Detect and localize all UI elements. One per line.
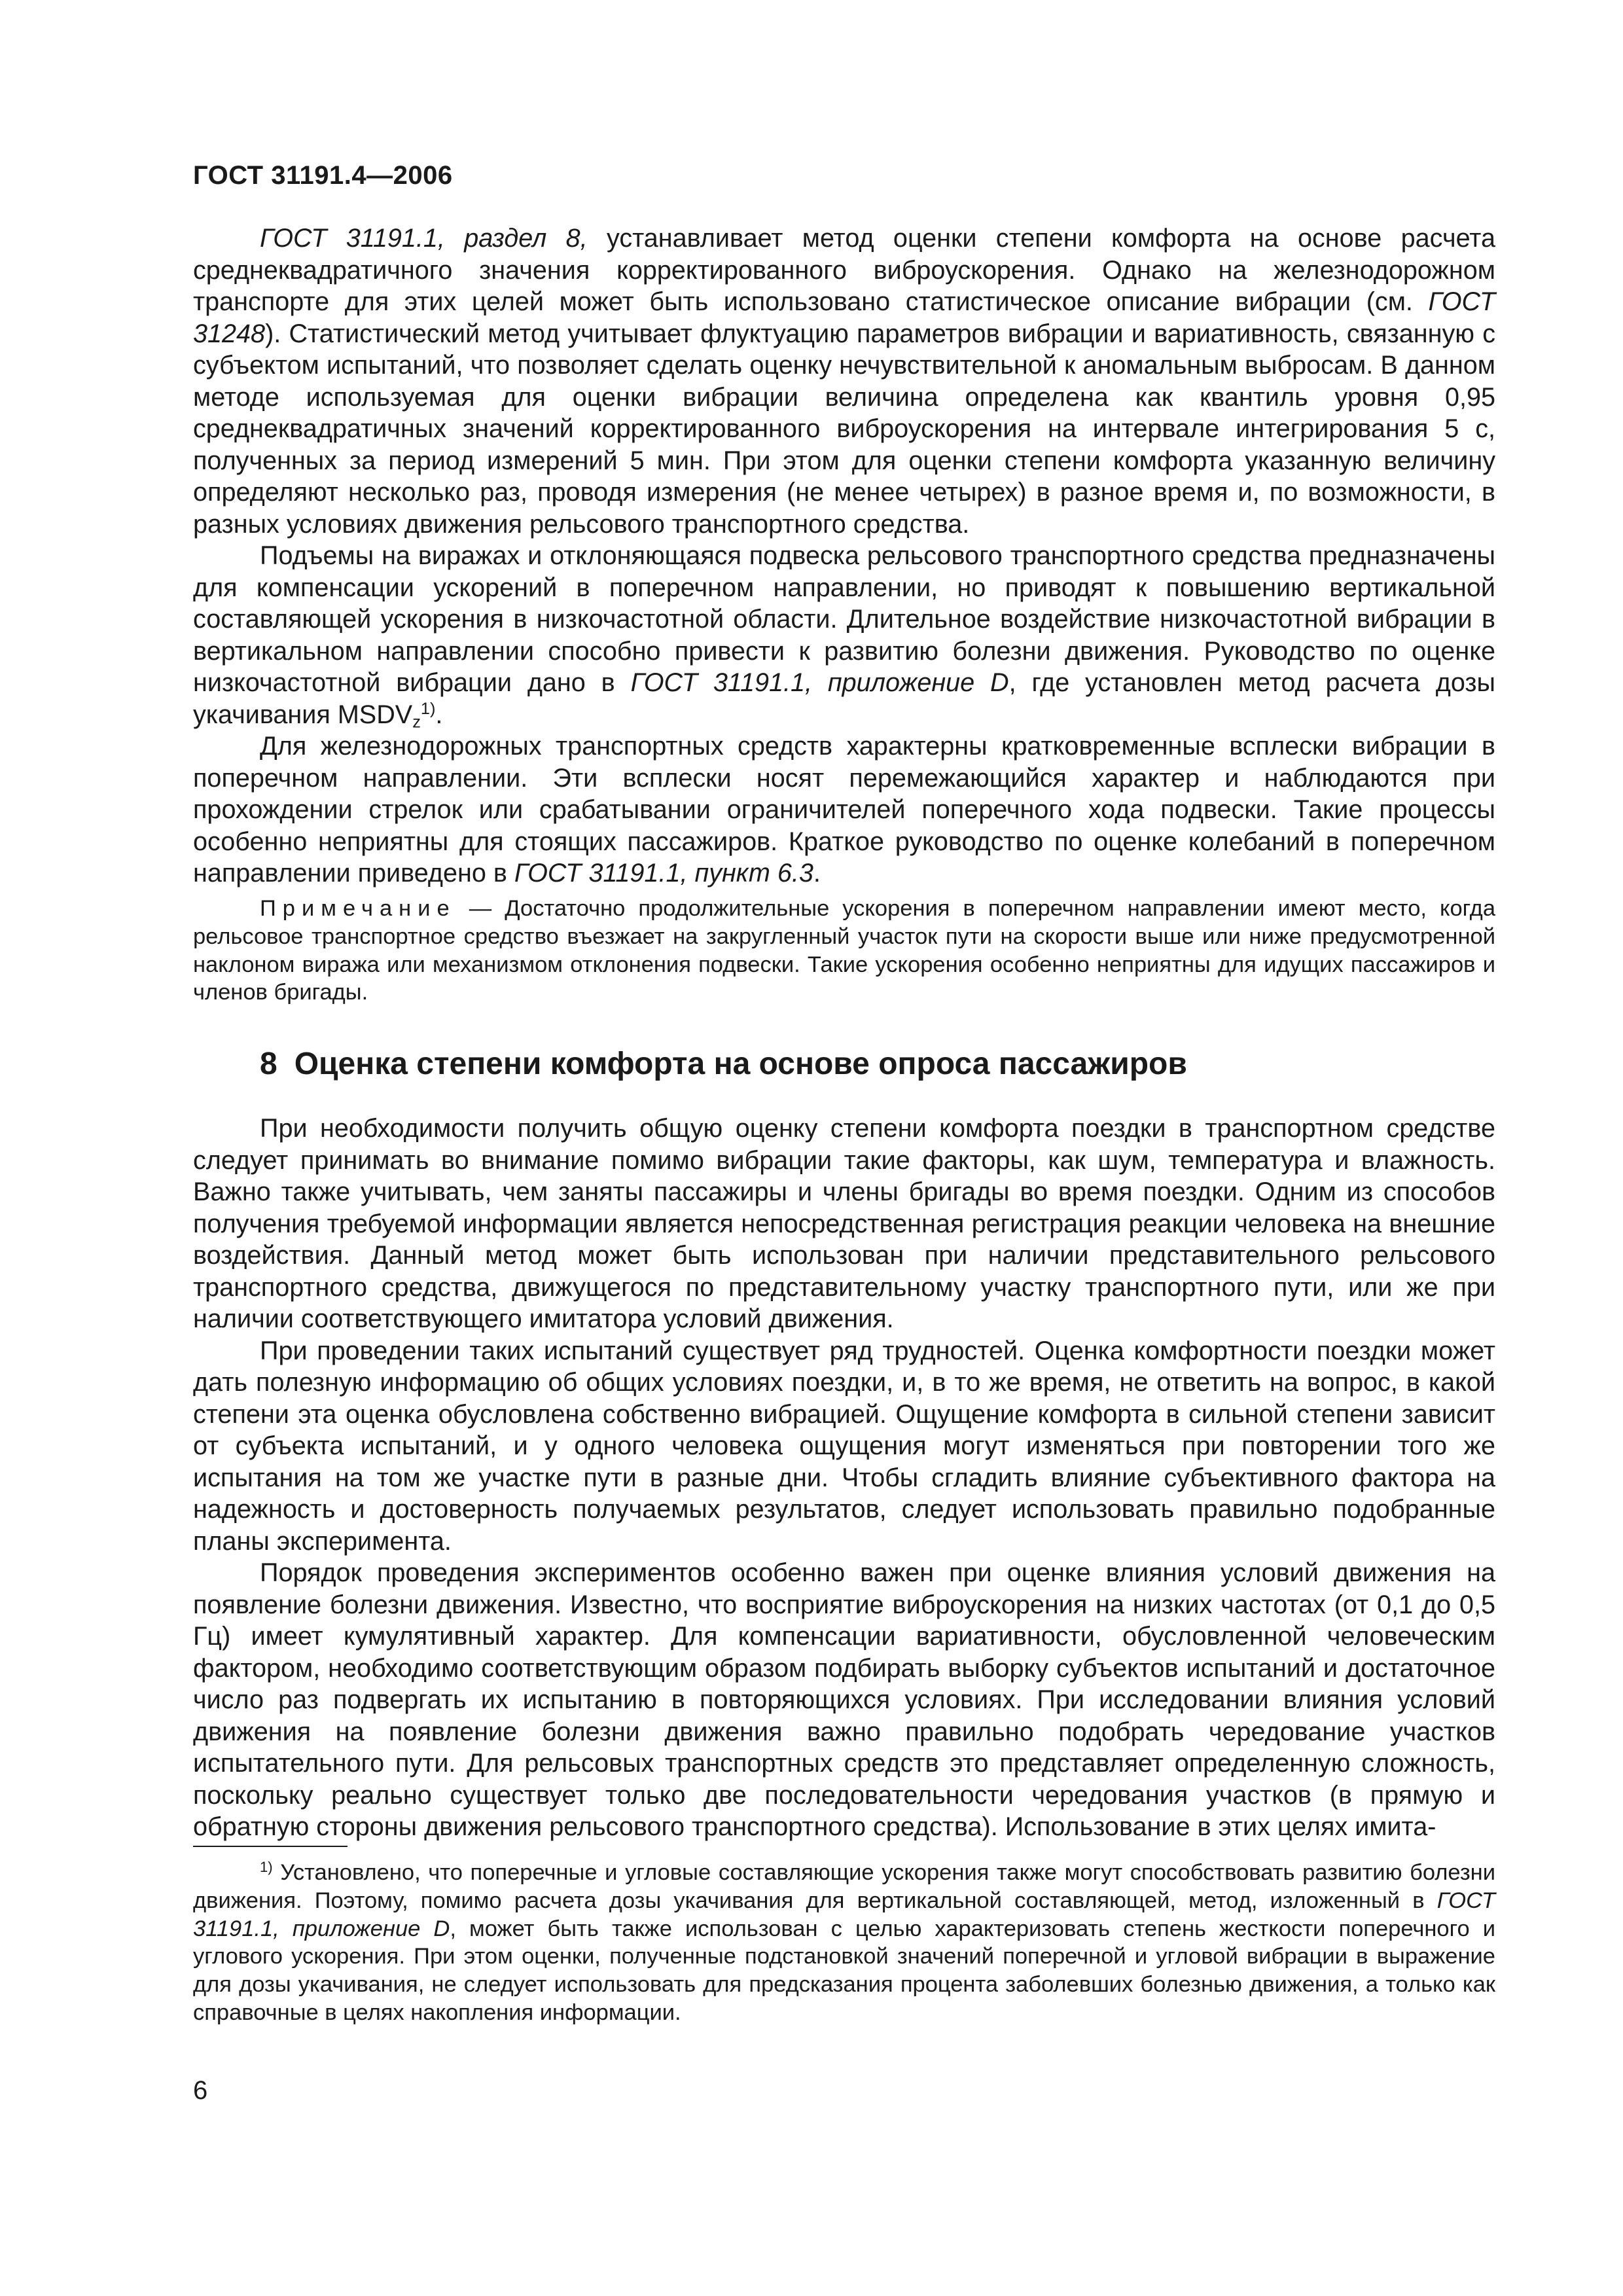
paragraph: ГОСТ 31191.1, раздел 8, устанавливает метод оценки степени комфорта на основе расчета среднеквадратичного значения корректированного виброускорения. Однако на железнодорожном транспорте для этих целей может быть использовано статистическое описание вибрации (см. ГОСТ 31248). Статистический метод учитывает флуктуацию параметров вибрации и вариативность, связанную с субъектом испытаний, что позволяет сделать оценку нечувствительной к аномальным выбросам. В данном методе используемая для оценки вибрации величина определена как квантиль уровня 0,95 среднеквадратичных значений корректированного виброускорения на интервале интегрирования 5 с, полученных за период измерений 5 мин. При этом для оценки степени комфорта указанную величину определяют несколько раз, проводя измерения (не менее четырех) в разное время и, по возможности, в разных условиях движения рельсового транспортного средства. (193, 224, 1495, 539)
section-8-body (193, 1113, 1495, 1843)
note-label: Примечание (260, 896, 456, 921)
section-heading (260, 1046, 1187, 1082)
section-number: 8 (260, 1047, 277, 1081)
standard-reference: ГОСТ 31248 (193, 287, 1495, 348)
paragraph: При проведении таких испытаний существует ряд трудностей. Оценка комфортности поездки может дать полезную информацию об общих условиях поездки, и, в то же время, не ответить на вопрос, в какой степени эта оценка обусловлена собственно вибрацией. Ощущение комфорта в сильной степени зависит от субъекта испытаний, и у одного человека ощущения могут изменяться при повторении того же испытания на том же участке пути в разные дни. Чтобы сгладить влияние субъективного фактора на надежность и достоверность получаемых результатов, следует использовать правильно подобранные планы эксперимента. (193, 1336, 1495, 1556)
footnote-separator (193, 1846, 348, 1847)
footnote-marker: 1) (260, 1858, 273, 1875)
footnote: $^{1)}$ Установлено, что поперечные и угловые составляющие ускорения также могут способствовать развитию болезни движения. Поэтому, помимо расчета дозы укачивания для вертикальной составляющей, метод, изложенный в ГОСТ 31191.1, приложение D, может быть также использован с целью характеризовать степень жесткости поперечного и углового ускорения. При этом оценки, полученные подстановкой значений поперечной и угловой вибрации в выражение для дозы укачивания, не следует использовать для предсказания процента заболевших болезнью движения, а только как справочные в целях накопления информации. (193, 1858, 1495, 2025)
standard-reference: ГОСТ 31191.1, приложение D (193, 1888, 1495, 1941)
section-title: Оценка степени комфорта на основе опроса пассажиров (294, 1047, 1187, 1081)
section-7-continuation (193, 223, 1495, 889)
paragraph: Для железнодорожных транспортных средств характерны кратковременные всплески вибрации в поперечном направлении. Эти всплески носят перемежающийся характер и наблюдаются при прохождении стрелок или срабатывании ограничителей поперечного хода подвески. Такие процессы особенно неприятны для стоящих пассажиров. Краткое руководство по оценке колебаний в поперечном направлении приведено в ГОСТ 31191.1, пункт 6.3. (193, 732, 1495, 888)
note-text: Достаточно продолжительные ускорения в поперечном направлении имеют место, когда рельсовое транспортное средство въезжает на закругленный участок пути на скорости выше или ниже предусмотренной наклоном виража или механизмом отклонения подвески. Такие ускорения особенно неприятны для идущих пассажиров и членов бригады. (193, 896, 1496, 1005)
paragraph: Порядок проведения экспериментов особенно важен при оценке влияния условий движения на появление болезни движения. Известно, что восприятие виброускорения на низких частотах (от 0,1 до 0,5 Гц) имеет кумулятивный характер. Для компенсации вариативности, обусловленной человеческим фактором, необходимо соответствующим образом подбирать выборку субъектов испытаний и достаточное число раз подвергать их испытанию в повторяющихся условиях. При исследовании влияния условий движения на появление болезни движения важно правильно подобрать чередование участков испытательного пути. Для рельсовых транспортных средств это представляет определенную сложность, поскольку реально существует только две последовательности чередования участков (в прямую и обратную стороны движения рельсового транспортного средства). Использование в этих целях имита- (193, 1558, 1495, 1841)
page-number: 6 (193, 2076, 208, 2105)
document-header: ГОСТ 31191.4—2006 (193, 161, 453, 190)
note-block: Примечание — Достаточно продолжительные ускорения в поперечном направлении имеют место, когда рельсовое транспортное средство въезжает на закругленный участок пути на скорости выше или ниже предусмотренной наклоном виража или механизмом отклонения подвески. Такие ускорения особенно неприятны для идущих пассажиров и членов бригады. (193, 896, 1496, 1005)
paragraph: Подъемы на виражах и отклоняющаяся подвеска рельсового транспортного средства предназначены для компенсации ускорений в поперечном направлении, но приводят к повышению вертикальной составляющей ускорения в низкочастотной области. Длительное воздействие низкочастотной вибрации в вертикальном направлении способно привести к развитию болезни движения. Руководство по оценке низкочастотной вибрации дано в ГОСТ 31191.1, приложение D, где установлен метод расчета дозы укачивания $MSDV_z^{1)}$. (193, 541, 1495, 731)
standard-reference: ГОСТ 31191.1, приложение D (630, 668, 1009, 697)
footnote-marker: 1) (420, 699, 436, 718)
subscript: z (412, 712, 421, 731)
standard-reference: ГОСТ 31191.1, раздел 8, (260, 224, 588, 253)
paragraph: При необходимости получить общую оценку степени комфорта поездки в транспортном средстве следует принимать во внимание помимо вибрации такие факторы, как шум, температура и влажность. Важно также учитывать, чем заняты пассажиры и члены бригады во время поездки. Одним из способов получения требуемой информации является непосредственная регистрация реакции человека на внешние воздействия. Данный метод может быть использован при наличии представительного рельсового транспортного средства, движущегося по представительному участку транспортного пути, или же при наличии соответствующего имитатора условий движения. (193, 1114, 1495, 1333)
standard-reference: ГОСТ 31191.1, пункт 6.3 (514, 859, 813, 888)
